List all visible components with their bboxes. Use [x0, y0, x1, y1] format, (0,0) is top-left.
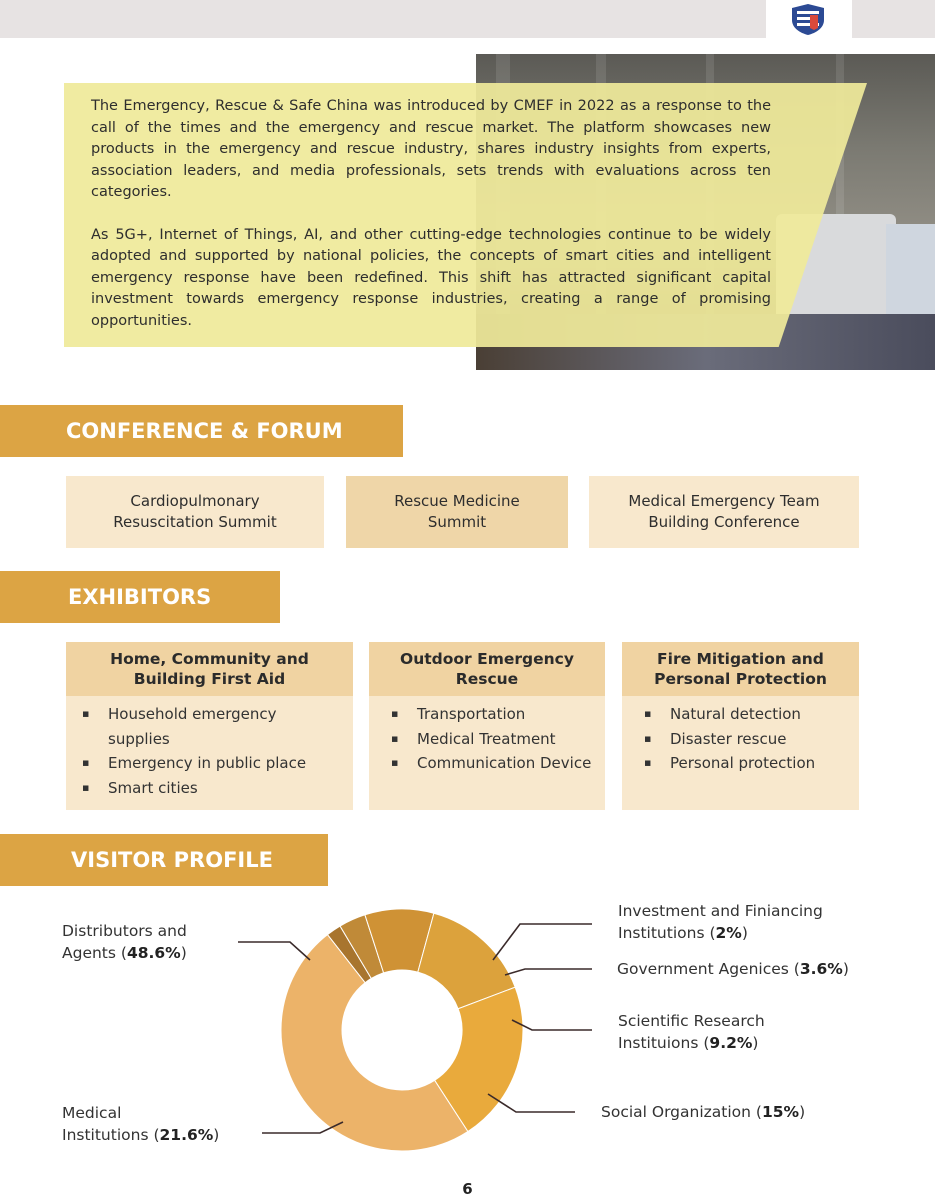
exhibitor-column-heading: Fire Mitigation and Personal Protection	[622, 642, 859, 696]
conference-item-line: Medical Emergency Team	[628, 492, 820, 510]
conference-item-line: Resuscitation Summit	[113, 513, 277, 531]
visitor-profile-chart	[0, 880, 935, 1170]
exhibitors-section-heading: EXHIBITORS	[0, 571, 280, 623]
leader-line-investment	[493, 924, 592, 960]
list-item: ▪ Disaster rescue	[644, 727, 847, 752]
conference-section-heading: CONFERENCE & FORUM	[0, 405, 403, 457]
slice-label-social: Social Organization (15%)	[601, 1103, 806, 1121]
list-item: ▪ Smart cities	[82, 776, 341, 801]
list-item: ▪ Medical Treatment	[391, 727, 593, 752]
conference-item	[66, 476, 324, 548]
list-item: ▪ Personal protection	[644, 751, 847, 776]
list-item: ▪ Household emergency supplies	[82, 702, 341, 751]
intro-paragraph-1: The Emergency, Rescue & Safe China was introduced by CMEF in 2022 as a response to the call of the times and the emergency and rescue market. The platform showcases new products in the emergency and rescue industry, shares industry insights from experts, association leaders, and media professionals, sets trends with evaluations across ten categories.	[91, 98, 771, 200]
conference-item-line: Building Conference	[648, 513, 800, 531]
list-item: ▪ Transportation	[391, 702, 593, 727]
exhibitor-column-fire-protection	[622, 642, 859, 810]
conference-item	[346, 476, 568, 548]
leader-line-scientific	[512, 1020, 592, 1030]
exhibitor-column-heading: Outdoor Emergency Rescue	[369, 642, 605, 696]
conference-item-line: Summit	[427, 513, 487, 531]
slice-label-medical: Medical Institutions (21.6%)	[62, 1104, 220, 1144]
intro-paragraph-2: As 5G+, Internet of Things, AI, and other cutting-edge technologies continue to be widely adopted and supported by national policies, the concepts of smart cities and intelligent emergency response have been redefined. This shift has attracted significant capital investment towards emergency response industries, creating a range of promising opportunities.	[91, 226, 771, 329]
exhibitor-column-heading: Home, Community and Building First Aid	[66, 642, 353, 696]
page-number: 6	[462, 1180, 473, 1198]
slice-label-government: Government Agenices (3.6%)	[617, 960, 849, 978]
conference-item-line: Cardiopulmonary	[130, 492, 260, 510]
intro-text	[91, 96, 771, 353]
conference-item	[589, 476, 859, 548]
visitor-section-heading: VISITOR PROFILE	[0, 834, 328, 886]
logo-icon	[788, 2, 828, 36]
list-item: ▪ Emergency in public place	[82, 751, 341, 776]
conference-item-line: Rescue Medicine	[394, 492, 520, 510]
exhibitor-column-outdoor-rescue	[369, 642, 605, 810]
slice-label-investment: Investment and Finiancing Institutions (2%)	[618, 902, 823, 942]
exhibitor-column-first-aid	[66, 642, 353, 810]
slice-label-scientific: Scientific Research Instituions (9.2%)	[618, 1012, 765, 1052]
list-item: ▪ Communication Device	[391, 751, 593, 776]
leader-line-distributors	[238, 942, 310, 960]
slice-label-distributors: Distributors and Agents (48.6%)	[62, 922, 187, 962]
leader-line-government	[505, 969, 592, 975]
list-item: ▪ Natural detection	[644, 702, 847, 727]
